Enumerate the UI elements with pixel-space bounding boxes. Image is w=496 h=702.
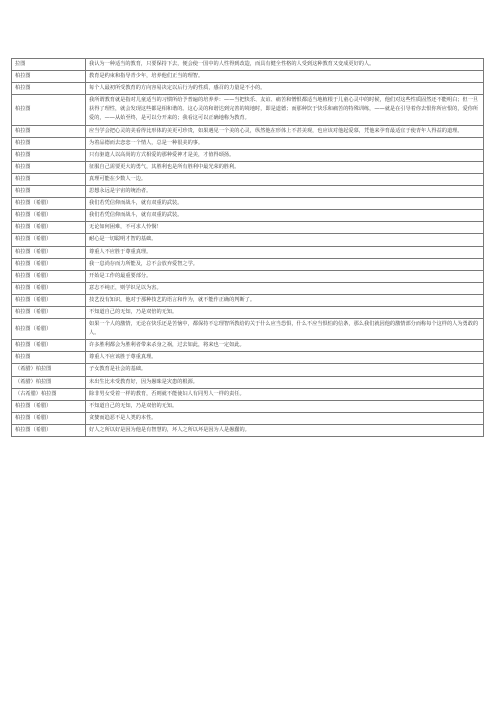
table-row	[12, 222, 484, 234]
quote-cell: 技艺没有知识，他对于那种技艺的语言和作为，就不能作正确的判断了。	[86, 294, 484, 306]
quote-cell: 不知道自己的无知，乃是双倍的无知。	[86, 400, 484, 412]
quote-cell: 尊重人不应胜于尊重真理。	[86, 246, 484, 258]
author-cell: 柏拉图	[12, 137, 86, 149]
table-row	[12, 234, 484, 246]
author-cell: 柏拉图（希腊）	[12, 319, 86, 340]
author-cell: 柏拉图（希腊）	[12, 306, 86, 318]
table-row	[12, 306, 484, 318]
author-cell: 柏拉图（希腊）	[12, 198, 86, 210]
quote-cell: 思想永远是宇宙的统治者。	[86, 186, 484, 198]
table-row	[12, 95, 484, 125]
table-row	[12, 376, 484, 388]
quote-cell: 应当学会把心灵的美看得比形体的美更可珍贵，如果遇见一个美的心灵，纵然他在形体上不甚美观，也应该对他起爱慕，凭他来孕育最适宜于使青年人得益的道理。	[86, 125, 484, 137]
quote-cell: 我所谓教育就是指对儿童适当的习惯所给予普遍的培养养：——当把快乐、友谊、痛苦和憎恨都适当地植根于儿童心灵中的时候，他们对这些性质固然还不能明白；但一旦获得了理性，就会发现这些都是相和谐的。这心灵的和谐达到完善的境地时，即是道德；而那种饮于快乐和痛苦的特殊训练，——就是在引导着你去恨你所应恨的，爱你所爱的，——从始至终，是可以分开来的；我看这可以正确地称为教育。	[86, 95, 484, 125]
author-cell: 柏拉图（希腊）	[12, 400, 86, 412]
table-row	[12, 210, 484, 222]
table-row	[12, 388, 484, 400]
quotes-table	[11, 58, 484, 437]
table-row	[12, 173, 484, 185]
table-row	[12, 246, 484, 258]
table-row	[12, 412, 484, 424]
author-cell: （古希腊）柏拉图	[12, 388, 86, 400]
quote-cell: 征服自己需要更大的勇气，其胜利也是所有胜利中最光荣的胜利。	[86, 161, 484, 173]
table-row	[12, 59, 484, 71]
table-row	[12, 83, 484, 95]
quote-cell: 耐心是一切聪明才智的基础。	[86, 234, 484, 246]
author-cell: 柏拉图	[12, 95, 86, 125]
author-cell: （希腊）柏拉图	[12, 376, 86, 388]
table-row	[12, 149, 484, 161]
table-row	[12, 161, 484, 173]
quote-cell: 子女教育是社会的基础。	[86, 364, 484, 376]
quote-cell: 贪婪而趋恶不是人类的本性。	[86, 412, 484, 424]
table-row	[12, 270, 484, 282]
table-row	[12, 340, 484, 352]
author-cell: 柏拉图（希腊）	[12, 294, 86, 306]
author-cell: 柏拉图	[12, 186, 86, 198]
quote-cell: 每个人最初所受教育的方向容易决定以后行为的性质，感召的力量是不小的。	[86, 83, 484, 95]
table-row	[12, 198, 484, 210]
table-row	[12, 424, 484, 436]
quote-cell: 尊重人不应该胜于尊重真理。	[86, 352, 484, 364]
quote-cell: 为着品德而去恋恋一个情人，总是一种很美的事。	[86, 137, 484, 149]
table-row	[12, 294, 484, 306]
author-cell: 柏拉图（希腊）	[12, 412, 86, 424]
author-cell: 柏拉图	[12, 149, 86, 161]
author-cell: 柏拉图	[12, 83, 86, 95]
table-row	[12, 258, 484, 270]
quote-cell: 未出生比未受教育好，因为愚昧是灾患的根源。	[86, 376, 484, 388]
author-cell: 柏拉图	[12, 173, 86, 185]
author-cell: 柏拉图（希腊）	[12, 246, 86, 258]
table-row	[12, 125, 484, 137]
author-cell: 柏拉图（希腊）	[12, 270, 86, 282]
author-cell: 柏拉图	[12, 352, 86, 364]
quote-cell: 如果一个人的激情，无论在快乐还是苦恼中，都保持不忘理智所教给的关于什么应当恐惧，什么不应当惧怕的信条，那么我们就因他的激情部分而称每个这样的人为勇敢的人。	[86, 319, 484, 340]
quote-cell: 真理可能在少数人一边。	[86, 173, 484, 185]
author-cell: 柏拉图	[12, 71, 86, 83]
author-cell: 柏拉图	[12, 161, 86, 173]
table-row	[12, 319, 484, 340]
quote-cell: 好人之所以好是因为他是有智慧的，坏人之所以坏是因为人是愚蠢的。	[86, 424, 484, 436]
table-row	[12, 352, 484, 364]
author-cell: 柏拉图（希腊）	[12, 222, 86, 234]
author-cell: 柏拉图（希腊）	[12, 340, 86, 352]
quote-cell: 除非男女受着一样的教育，否则就不能使妇人有同男人一样的责任。	[86, 388, 484, 400]
author-cell: 柏拉图	[12, 125, 86, 137]
table-row	[12, 71, 484, 83]
table-row	[12, 137, 484, 149]
quote-cell: 不知道自己的无知，乃是双倍的无知。	[86, 306, 484, 318]
quote-cell: 我认为一种适当的教育，只要保持下去，便会使一国中的人性得到改造，而具有健全性格的人受到这种教育又变成更好的人。	[86, 59, 484, 71]
author-cell: 柏拉图（希腊）	[12, 234, 86, 246]
table-row	[12, 364, 484, 376]
quote-cell: 只有驱遣人以高尚的方式相爱的那种爱神才是美，才值得颂扬。	[86, 149, 484, 161]
author-cell: 拉图	[12, 59, 86, 71]
table-row	[12, 186, 484, 198]
quote-cell: 我一息尚存而力所能及，总不会放弃爱智之学。	[86, 258, 484, 270]
author-cell: （希腊）柏拉图	[12, 364, 86, 376]
author-cell: 柏拉图（希腊）	[12, 424, 86, 436]
table-row	[12, 400, 484, 412]
author-cell: 柏拉图（希腊）	[12, 258, 86, 270]
table-row	[12, 282, 484, 294]
quote-cell: 教育是约束和指导青少年，培养他们正当的理智。	[86, 71, 484, 83]
quote-cell: 许多胜利都会为胜利者带来杀身之祸，过去如此，将来也一定如此。	[86, 340, 484, 352]
quote-cell: 我们若凭信仰而战斗，就有双重的武装。	[86, 210, 484, 222]
quote-cell: 开始是工作的最重要部分。	[86, 270, 484, 282]
quote-cell: 无论如何困难，不可求人怜悯！	[86, 222, 484, 234]
quote-cell: 我们若凭信仰而战斗，就有双重的武装。	[86, 198, 484, 210]
author-cell: 柏拉图（希腊）	[12, 282, 86, 294]
quotes-table-body	[12, 59, 484, 437]
author-cell: 柏拉图（希腊）	[12, 210, 86, 222]
quote-cell: 意志不纯正，则学识足以为害。	[86, 282, 484, 294]
